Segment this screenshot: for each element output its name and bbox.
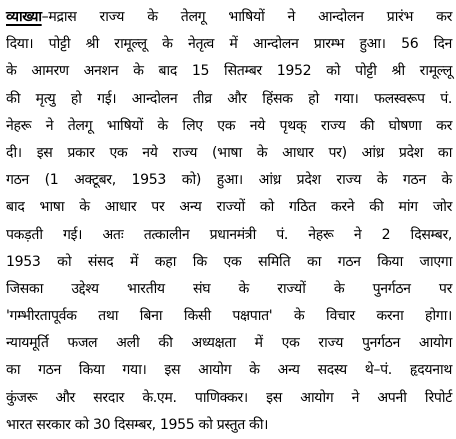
- text-line-2: दिया। पोट्टी श्री रामूल्लू के नेतृत्व में आन्दोलन प्रारम्भ हुआ। 56 दिन: [6, 36, 452, 53]
- text-line-8: बाद भाषा के आधार पर अन्य राज्यों को गठित करने की मांग जोर: [6, 199, 452, 216]
- text-line-15: कुंजरू और सरदार के.एम. पाणिक्कर। इस आयोग ने अपनी रिपोर्ट: [6, 389, 452, 406]
- text-line-12: 'गम्भीरतापूर्वक तथा बिना किसी पक्षपात' के विचार करना होगा।: [6, 308, 452, 325]
- text-line-13: न्यायमूर्ति फजल अली की अध्यक्षता में एक राज्य पुनर्गठन आयोग: [6, 335, 452, 352]
- text-line-11: जिसका उद्देश्य भारतीय संघ के राज्यों के पुनर्गठन पर: [6, 280, 452, 297]
- text-line-4: की मृत्यु हो गई। आन्दोलन तीव्र और हिंसक हो गया। फलस्वरूप पं.: [6, 90, 452, 107]
- explanation-heading: व्याख्या: [6, 9, 42, 25]
- text-line-10: 1953 को संसद में कहा कि एक समिति का गठन किया जाएगा: [6, 253, 452, 270]
- text-line-1-body: –मद्रास राज्य के तेलगू भाषियों ने आन्दोलन प्रारंभ कर: [41, 9, 452, 25]
- text-line-5: नेहरू ने तेलगू भाषियों के लिए एक नये पृथक् राज्य की घोषणा कर: [6, 117, 452, 134]
- text-line-9: पकड़ती गई। अतः तत्कालीन प्रधानमंत्री पं. नेहरू ने 2 दिसम्बर,: [6, 226, 452, 243]
- text-line-14: का गठन किया गया। इस आयोग के अन्य सदस्य थे–पं. हृदयनाथ: [6, 362, 452, 379]
- text-line-3: के आमरण अनशन के बाद 15 सितम्बर 1952 को पोट्टी श्री रामूल्लू: [6, 63, 452, 80]
- text-line-1: [6, 4, 452, 31]
- text-line-16: भारत सरकार को 30 दिसम्बर, 1955 को प्रस्तुत की।: [6, 416, 269, 433]
- text-line-7: गठन (1 अक्टूबर, 1953 को) हुआ। आंध्र प्रदेश राज्य के गठन के: [6, 172, 452, 189]
- text-line-6: दी। इस प्रकार एक नये राज्य (भाषा के आधार पर) आंध्र प्रदेश का: [6, 144, 452, 161]
